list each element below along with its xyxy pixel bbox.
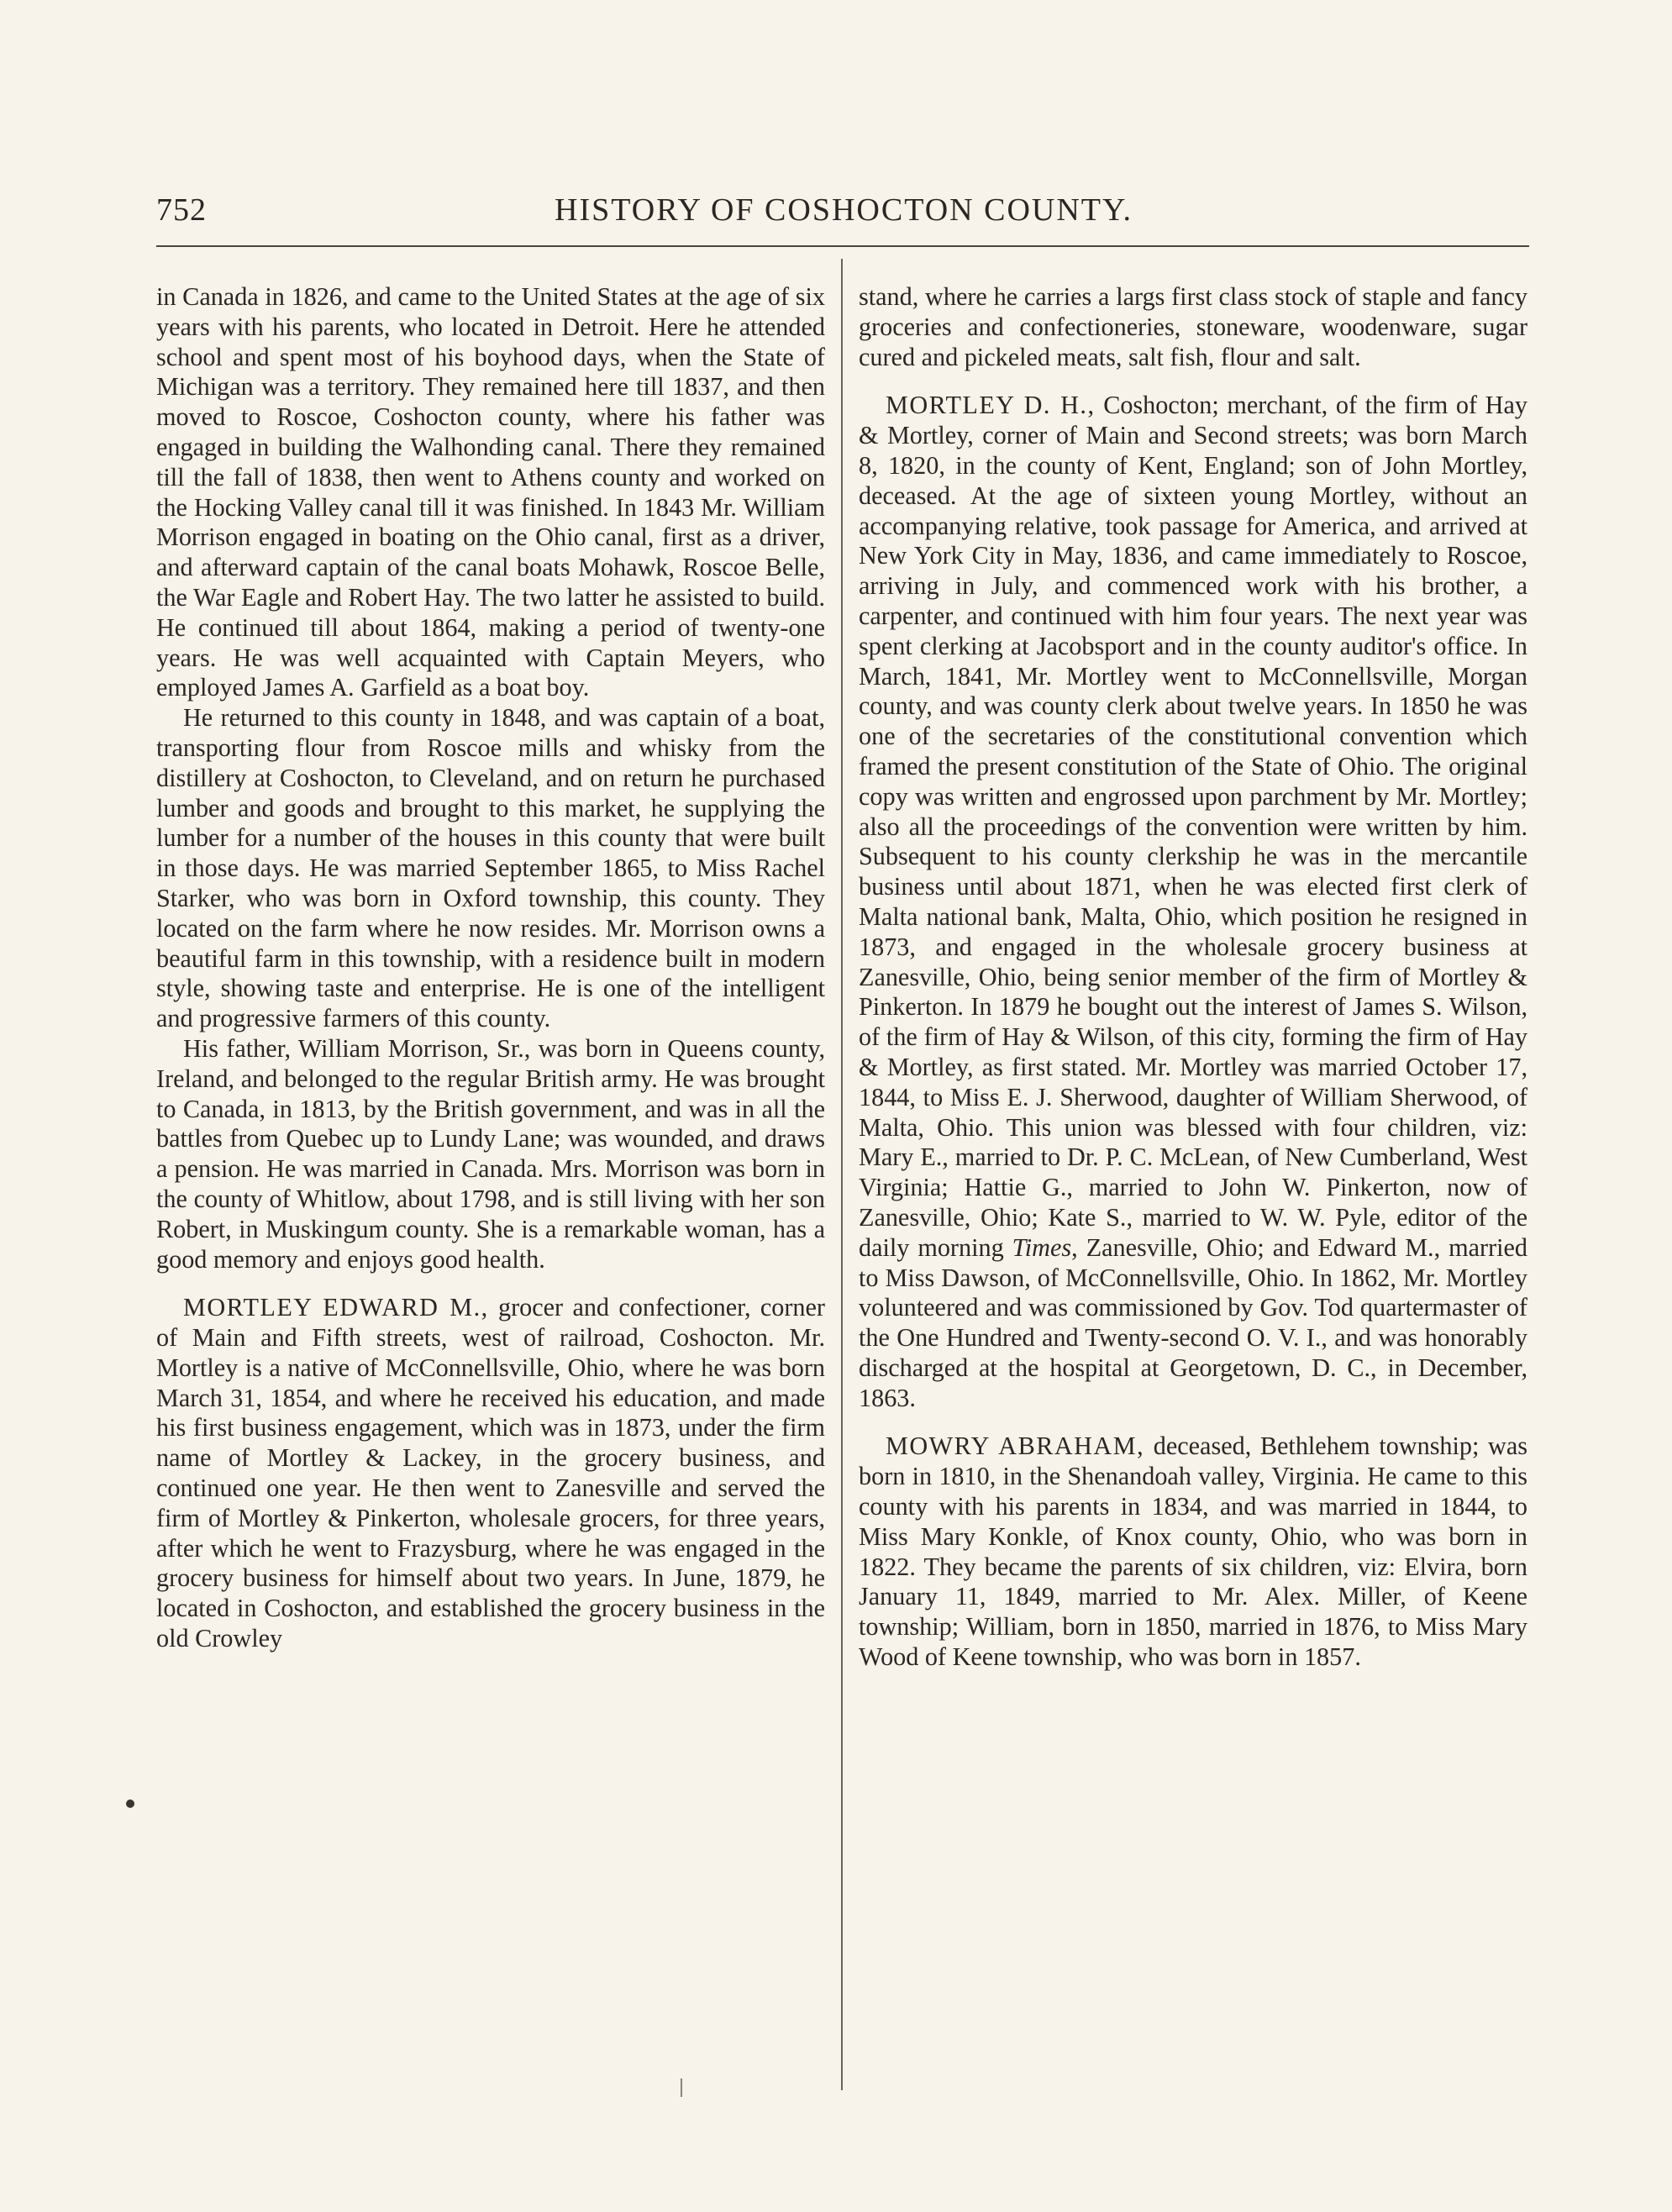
margin-dot [126,1800,134,1808]
column-divider [841,259,843,2090]
entry-mortley-dh-text: Coshocton; merchant, of the firm of Hay & Mortley, corner of Main and Second streets; was born March 8, 1820, in the county of Kent, England; son of John Mortley, deceased. At the age of sixteen young Mortley, without an accompanying relative, took passage for America, and arrived at New York City in May, 1836, and came immediately to Roscoe, arriving in July, and commenced work with his brother, a carpenter, and continued with him four years. The next year was spent clerking at Jacobsport and in the county auditor's office. In March, 1841, Mr. Mortley went to McConnellsville, Morgan county, and was county clerk about twelve years. In 1850 he was one of the secretaries of the constitutional convention which framed the present constitution of the State of Ohio. The original copy was written and engrossed upon parchment by Mr. Mortley; also all the proceedings of the convention were written by him. Subsequent to his county clerkship he was in the mercantile business until about 1871, when he was elected first clerk of Malta national bank, Malta, Ohio, which position he resigned in 1873, and engaged in the wholesale grocery business at Zanesville, Ohio, being senior member of the firm of Mortley & Pinkerton. In 1879 he bought out the interest of James S. Wilson, of the firm of Hay & Wilson, of this city, forming the firm of Hay & Mortley, as first stated. Mr. Mortley was married October 17, 1844, to Miss E. J. Sherwood, daughter of William Sherwood, of Malta, Ohio. This union was blessed with four children, viz: Mary E., married to Dr. P. C. McLean, of New Cumberland, West Virginia; Hattie G., married to John W. Pinkerton, now of Zanesville, Ohio; Kate S., married to W. W. Pyle, editor of the daily morning [859,391,1527,1262]
header-rule [156,245,1529,247]
margin-mark [681,2078,682,2097]
newspaper-title-times: Times [1012,1232,1072,1262]
entry-mortley-dh [859,391,1527,1413]
running-head-title: HISTORY OF COSHOCTON COUNTY. [555,192,1133,228]
left-column [156,282,825,1654]
entry-mowry-abraham-text: deceased, Bethlehem township; was born in 1810, in the Shenandoah valley, Virginia. He came to this county with his parents in 1834, and was married in 1844, to Miss Mary Konkle, of Knox county, Ohio, who was born in 1822. They became the parents of six children, viz: Elvira, born January 11, 1849, married to Mr. Alex. Miller, of Keene township; William, born in 1850, married in 1876, to Miss Mary Wood of Keene township, who was born in 1857. [859,1432,1527,1672]
entry-mortley-edward [156,1293,825,1654]
entry-mortley-edward-text: grocer and confectioner, corner of Main and Fifth streets, west of railroad, Coshocton. Mr. Mortley is a native of McConnellsville, Ohio, where he was born March 31, 1854, and where he received his education, and made his first business engagement, which was in 1873, under the firm name of Mortley & Lackey, in the grocery business, and continued one year. He then went to Zanesville and served the firm of Mortley & Pinkerton, wholesale grocers, for three years, after which he went to Frazysburg, where he was engaged in the grocery business for himself about two years. In June, 1879, he located in Coshocton, and established the grocery business in the old Crowley [156,1293,825,1653]
page-number: 752 [156,192,207,228]
entry-mortley-dh-name: MORTLEY D. H., [886,391,1096,420]
entry-mowry-abraham [859,1432,1527,1672]
mortley-edward-continuation: stand, where he carries a largs first class stock of staple and fancy groceries and confectioneries, stoneware, woodenware, sugar cured and pickeled meats, salt fish, flour and salt. [859,282,1527,371]
morrison-return-paragraph: He returned to this county in 1848, and was captain of a boat, transporting flour from Roscoe mills and whisky from the distillery at Coshocton, to Cleveland, and on return he purchased lumber and goods and brought to this market, he supplying the lumber for a number of the houses in this county that were built in those days. He was married September 1865, to Miss Rachel Starker, who was born in Oxford township, this county. They located on the farm where he now resides. Mr. Morrison owns a beautiful farm in this township, with a residence built in modern style, showing taste and enterprise. He is one of the intelligent and progressive farmers of this county. [156,703,825,1033]
morrison-continuation-paragraph: in Canada in 1826, and came to the United States at the age of six years with his parents, who located in Detroit. Here he attended school and spent most of his boyhood days, when the State of Michigan was a territory. They remained here till 1837, and then moved to Roscoe, Coshocton county, where his father was engaged in building the Walhonding canal. There they remained till the fall of 1838, then went to Athens county and worked on the Hocking Valley canal till it was finished. In 1843 Mr. William Morrison engaged in boating on the Ohio canal, first as a driver, and afterward captain of the canal boats Mohawk, Roscoe Belle, the War Eagle and Robert Hay. The two latter he assisted to build. He continued till about 1864, making a period of twenty-one years. He was well acquainted with Captain Meyers, who employed James A. Garfield as a boat boy. [156,282,825,702]
right-column [859,282,1527,1673]
entry-mortley-dh-text-end: , Zanesville, Ohio; and Edward M., married to Miss Dawson, of McConnellsville, Ohio. In 1862, Mr. Mortley volunteered and was commissioned by Gov. Tod quartermaster of the One Hundred and Twenty-second O. V. I., and was honorably discharged at the hospital at Georgetown, D. C., in December, 1863. [859,1232,1528,1412]
entry-mortley-edward-name: MORTLEY EDWARD M., [183,1293,489,1322]
entry-mowry-abraham-name: MOWRY ABRAHAM, [886,1432,1145,1461]
morrison-father-paragraph: His father, William Morrison, Sr., was born in Queens county, Ireland, and belonged to the regular British army. He was brought to Canada, in 1813, by the British government, and was in all the battles from Quebec up to Lundy Lane; was wounded, and draws a pension. He was married in Canada. Mrs. Morrison was born in the county of Whitlow, about 1798, and is still living with her son Robert, in Muskingum county. She is a remarkable woman, has a good memory and enjoys good health. [156,1033,825,1274]
